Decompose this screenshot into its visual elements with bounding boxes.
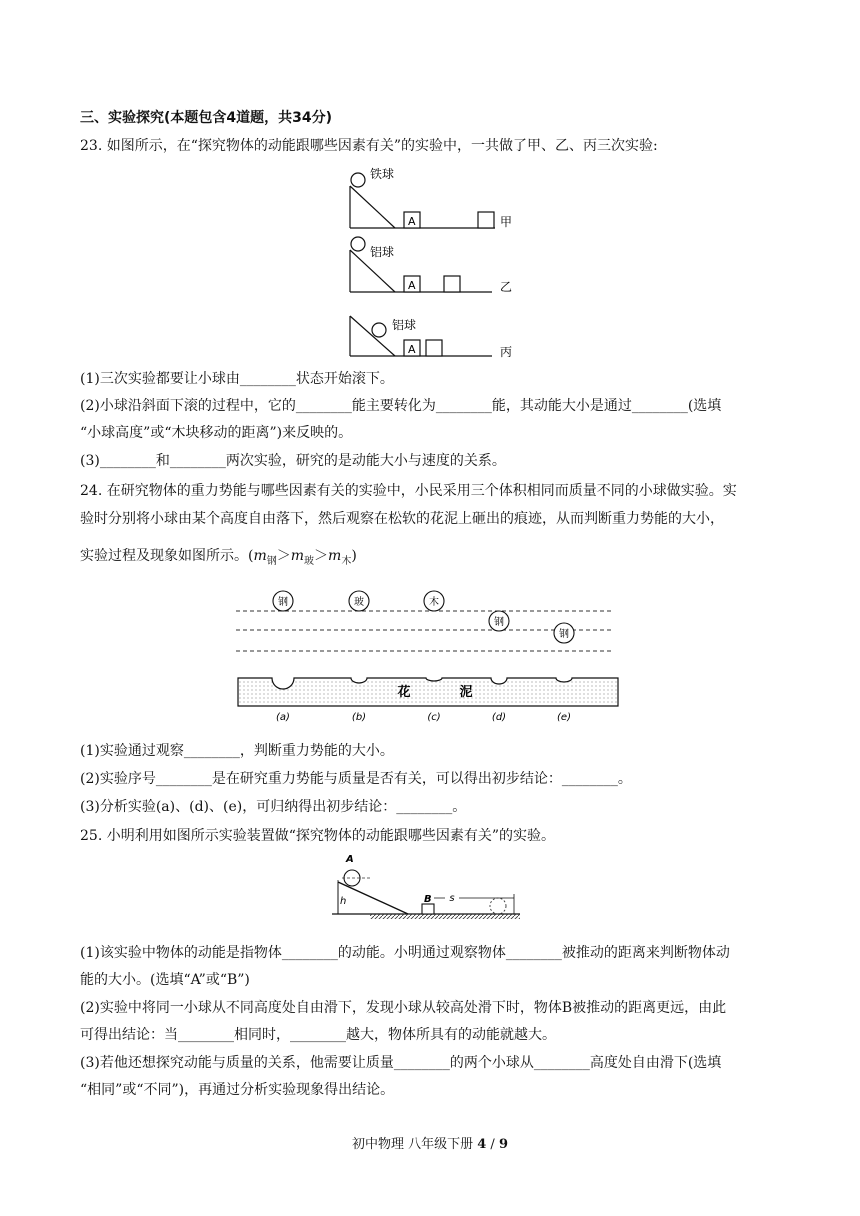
svg-text:钢: 钢 bbox=[494, 617, 504, 628]
q23-part-3: (3)________和________两次实验，研究的是动能大小与速度的关系。 bbox=[80, 453, 506, 469]
ball-e bbox=[554, 623, 574, 643]
q25-part-3b: “相同”或“不同”)，再通过分析实验现象得出结论。 bbox=[80, 1082, 395, 1098]
q23-ball-label-3: 铝球 bbox=[392, 318, 417, 332]
q23-part-1: (1)三次实验都要让小球由________状态开始滚下。 bbox=[80, 371, 394, 387]
q25-part-3a: (3)若他还想探究动能与质量的关系，他需要让质量________的两个小球从________高度处自由滑下(选填 bbox=[80, 1055, 722, 1071]
svg-text:玻: 玻 bbox=[354, 597, 364, 608]
aluminum-ball-icon bbox=[372, 323, 386, 337]
svg-text:B: B bbox=[424, 894, 432, 905]
page-total: 9 bbox=[498, 1137, 508, 1152]
q23-label-yi: 乙 bbox=[500, 280, 513, 294]
svg-text:h: h bbox=[340, 896, 347, 907]
q24-part-2: (2)实验序号________是在研究重力势能与质量是否有关，可以得出初步结论：________。 bbox=[80, 771, 632, 787]
ball-d bbox=[489, 611, 509, 631]
aluminum-ball-icon bbox=[351, 237, 365, 251]
svg-text:s: s bbox=[449, 893, 455, 904]
q23-stem: 23. 如图所示，在“探究物体的动能跟哪些因素有关”的实验中，一共做了甲、乙、丙三次实验: bbox=[80, 138, 658, 154]
q24-part-1: (1)实验通过观察________，判断重力势能的大小。 bbox=[80, 743, 394, 759]
q25-part-1a: (1)该实验中物体的动能是指物体________的动能。小明通过观察物体________被推动的距离来判断物体动 bbox=[80, 945, 730, 961]
q25-part-2a: (2)实验中将同一小球从不同高度处自由滑下，发现小球从较高处滑下时，物体B被推动的距离更远，由此 bbox=[80, 1000, 727, 1016]
q23-row-2 bbox=[350, 237, 512, 294]
q25-part-2b: 可得出结论：当________相同时，________越大，物体所具有的动能就越大。 bbox=[80, 1027, 556, 1043]
svg-text:(e): (e) bbox=[557, 712, 571, 723]
svg-text:木: 木 bbox=[429, 597, 439, 608]
svg-text:A: A bbox=[408, 279, 416, 292]
q25-figure bbox=[330, 852, 530, 930]
q23-label-bing: 丙 bbox=[500, 345, 513, 359]
ball-c bbox=[424, 591, 444, 611]
q24-part-3: (3)分析实验(a)、(d)、(e)，可归纳得出初步结论：________。 bbox=[80, 799, 467, 815]
ball-b bbox=[349, 591, 369, 611]
iron-ball-icon bbox=[351, 173, 365, 187]
q25-stem: 25. 小明利用如图所示实验装置做“探究物体的动能跟哪些因素有关”的实验。 bbox=[80, 828, 556, 844]
q24-figure bbox=[234, 588, 624, 724]
svg-text:钢: 钢 bbox=[559, 629, 569, 640]
q23-part-2b: “小球高度”或“木块移动的距离”)来反映的。 bbox=[80, 425, 353, 441]
svg-text:A: A bbox=[346, 854, 354, 865]
q23-label-jia: 甲 bbox=[500, 215, 513, 229]
svg-text:(d): (d) bbox=[491, 712, 507, 723]
q23-row-1 bbox=[350, 166, 512, 229]
svg-text:A: A bbox=[408, 343, 416, 356]
svg-text:钢: 钢 bbox=[278, 597, 288, 608]
svg-text:花: 花 bbox=[397, 685, 411, 700]
q23-ball-label-1: 铁球 bbox=[370, 167, 395, 181]
q23-row-3 bbox=[350, 316, 512, 359]
q24-stem-a: 24. 在研究物体的重力势能与哪些因素有关的实验中，小民采用三个体积相同而质量不同的小球做实验。实 bbox=[80, 483, 737, 499]
q24-stem-c: 实验过程及现象如图所示。$(m_钢>m_玻>m_木)$ bbox=[80, 548, 357, 567]
svg-text:(b): (b) bbox=[351, 712, 367, 723]
q23-figure bbox=[340, 166, 530, 362]
mud-block bbox=[238, 678, 618, 706]
page-footer: 初中物理 八年级下册 4 / 9 bbox=[351, 1137, 508, 1152]
q23-ball-label-2: 铝球 bbox=[370, 245, 395, 259]
q25-part-1b: 能的大小。(选填“A”或“B”) bbox=[80, 972, 250, 988]
svg-text:泥: 泥 bbox=[459, 685, 473, 700]
q24-stem-b: 验时分别将小球由某个高度自由落下，然后观察在松软的花泥上砸出的痕迹，从而判断重力势能的大小， bbox=[80, 511, 724, 527]
svg-text:(c): (c) bbox=[427, 712, 441, 723]
page-number: 4 bbox=[477, 1137, 487, 1152]
svg-text:(a): (a) bbox=[276, 712, 290, 723]
svg-text:A: A bbox=[408, 215, 416, 228]
q23-part-2a: (2)小球沿斜面下滚的过程中，它的________能主要转化为________能，其动能大小是通过________(选填 bbox=[80, 398, 722, 414]
ball-a bbox=[273, 591, 293, 611]
section-title: 三、实验探究(本题包含4道题，共34分) bbox=[80, 110, 333, 126]
